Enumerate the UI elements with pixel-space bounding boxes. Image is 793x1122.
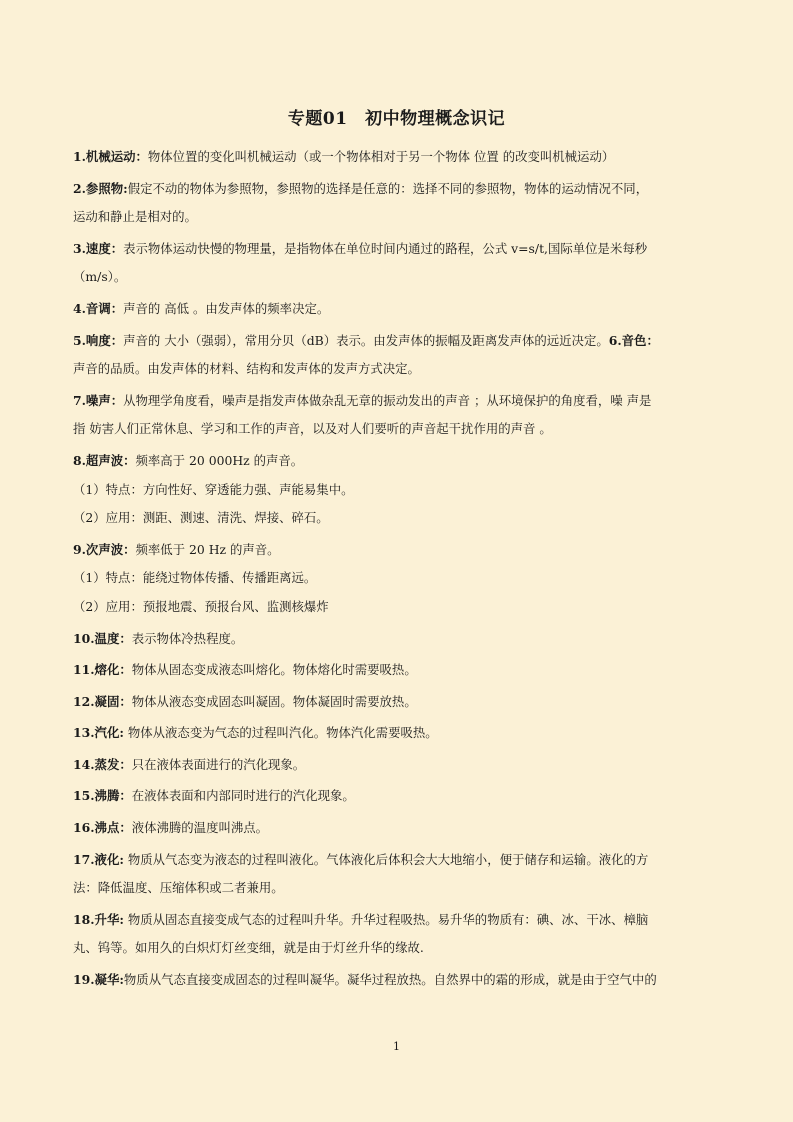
term-label: 15.沸腾： bbox=[73, 788, 132, 804]
term-text: 声音的 高低 。由发声体的频率决定。 bbox=[123, 300, 330, 316]
term-label: 18.升华: bbox=[73, 911, 124, 927]
term-text: 物体从液态变为气态的过程叫汽化。物体汽化需要吸热。 bbox=[123, 725, 438, 741]
text-line bbox=[73, 175, 725, 204]
term-label: 1.机械运动： bbox=[73, 149, 148, 164]
text-line bbox=[73, 656, 725, 685]
term-text: 丸、钨等。如用久的白炽灯灯丝变细，就是由于灯丝升华的缘故. bbox=[73, 940, 424, 956]
text-line bbox=[73, 719, 725, 748]
term-text: （2）应用：预报地震、预报台风、监测核爆炸 bbox=[73, 598, 329, 614]
text-line bbox=[73, 536, 725, 565]
text-line bbox=[73, 593, 725, 622]
term-text: 假定不动的物体为参照物，参照物的选择是任意的：选择不同的参照物，物体的运动情况不同， bbox=[127, 180, 649, 196]
text-line bbox=[73, 846, 725, 875]
term-label: 17.液化: bbox=[73, 851, 124, 867]
term-text: 只在液体表面进行的汽化现象。 bbox=[131, 756, 306, 772]
term-text: 液体沸腾的温度叫沸点。 bbox=[131, 820, 269, 836]
text-line bbox=[73, 874, 725, 903]
document-body bbox=[73, 143, 725, 995]
term-label: 4.音调： bbox=[73, 300, 124, 316]
term-text: （1）特点：方向性好、穿透能力强、声能易集中。 bbox=[73, 481, 354, 497]
term-text: 物体从液态变成固态叫凝固。物体凝固时需要放热。 bbox=[131, 693, 417, 709]
term-text: （2）应用：测距、测速、清洗、焊接、碎石。 bbox=[73, 510, 329, 526]
text-line bbox=[73, 387, 725, 416]
term-text: 表示物体运动快慢的物理量，是指物体在单位时间内通过的路程，公式 v=s/t,国际单位是米每秒 bbox=[123, 240, 648, 256]
term-label: 12.凝固： bbox=[73, 693, 132, 709]
term-text: 声音的品质。由发声体的材料、结构和发声体的发声方式决定。 bbox=[73, 361, 420, 377]
term-text: 从物理学角度看，噪声是指发声体做杂乱无章的振动发出的声音 ；从环境保护的角度看，噪 声是 bbox=[123, 392, 652, 408]
term-label: 2.参照物: bbox=[73, 180, 128, 196]
term-label: 7.噪声： bbox=[73, 392, 124, 408]
text-line bbox=[73, 415, 725, 444]
term-label: 16.沸点： bbox=[73, 820, 132, 836]
term-label: 19.凝华: bbox=[73, 972, 124, 988]
term-text: 物质从固态直接变成气态的过程叫升华。升华过程吸热。易升华的物质有：碘、冰、干冰、樟脑 bbox=[123, 911, 649, 927]
page-number: 1 bbox=[393, 1040, 400, 1053]
term-label: 5.响度： bbox=[73, 332, 124, 348]
text-line bbox=[73, 263, 725, 292]
term-label: 9.次声波： bbox=[73, 541, 136, 557]
text-line bbox=[73, 625, 725, 654]
text-line bbox=[73, 782, 725, 811]
text-line bbox=[73, 814, 725, 843]
term-label: 14.蒸发： bbox=[73, 756, 132, 772]
text-line bbox=[73, 295, 725, 324]
page-title: 专题01 初中物理概念识记 bbox=[287, 109, 506, 129]
text-line bbox=[73, 355, 725, 384]
text-line bbox=[73, 504, 725, 533]
text-line bbox=[73, 906, 725, 935]
term-text: 物质从气态变为液态的过程叫液化。气体液化后体积会大大地缩小，便于储存和运输。液化的方 bbox=[123, 851, 649, 867]
term-text: 频率高于 20 000Hz 的声音。 bbox=[135, 452, 304, 468]
term-text: 物质从气态直接变成固态的过程叫凝华。凝华过程放热。自然界中的霜的形成，就是由于空气中的 bbox=[123, 972, 657, 988]
term-text: 声音的 大小（强弱），常用分贝（dB）表示。由发声体的振幅及距离发声体的远近决定。 bbox=[123, 332, 609, 348]
text-line bbox=[73, 966, 725, 995]
text-line bbox=[73, 203, 725, 232]
term-text: 指 妨害人们正常休息、学习和工作的声音，以及对人们要听的声音起干扰作用的声音 。 bbox=[73, 421, 552, 437]
text-line bbox=[73, 235, 725, 264]
term-text: 运动和静止是相对的。 bbox=[73, 209, 197, 225]
text-line bbox=[73, 327, 725, 356]
text-line bbox=[73, 143, 725, 172]
text-line bbox=[73, 447, 725, 476]
term-label: 10.温度： bbox=[73, 630, 132, 646]
term-text: 频率低于 20 Hz 的声音。 bbox=[135, 541, 280, 557]
term-text: 物体从固态变成液态叫熔化。物体熔化时需要吸热。 bbox=[131, 662, 417, 678]
text-line bbox=[73, 934, 725, 963]
term-label: 6.音色： bbox=[608, 332, 659, 348]
term-label: 11.熔化： bbox=[73, 662, 132, 678]
text-line bbox=[73, 564, 725, 593]
term-text: 表示物体冷热程度。 bbox=[131, 630, 244, 646]
text-line bbox=[73, 751, 725, 780]
term-text: （m/s）。 bbox=[73, 269, 127, 285]
term-text: 在液体表面和内部同时进行的汽化现象。 bbox=[131, 788, 355, 804]
term-text: （1）特点：能绕过物体传播、传播距离远。 bbox=[73, 570, 317, 586]
term-text: 法：降低温度、压缩体积或二者兼用。 bbox=[73, 880, 284, 896]
term-text: 物体位置的变化叫机械运动（或一个物体相对于另一个物体 位置 的改变叫机械运动） bbox=[147, 149, 615, 164]
text-line bbox=[73, 688, 725, 717]
term-label: 8.超声波： bbox=[73, 452, 136, 468]
text-line bbox=[73, 476, 725, 505]
term-label: 13.汽化: bbox=[73, 725, 124, 741]
term-label: 3.速度： bbox=[73, 240, 124, 256]
